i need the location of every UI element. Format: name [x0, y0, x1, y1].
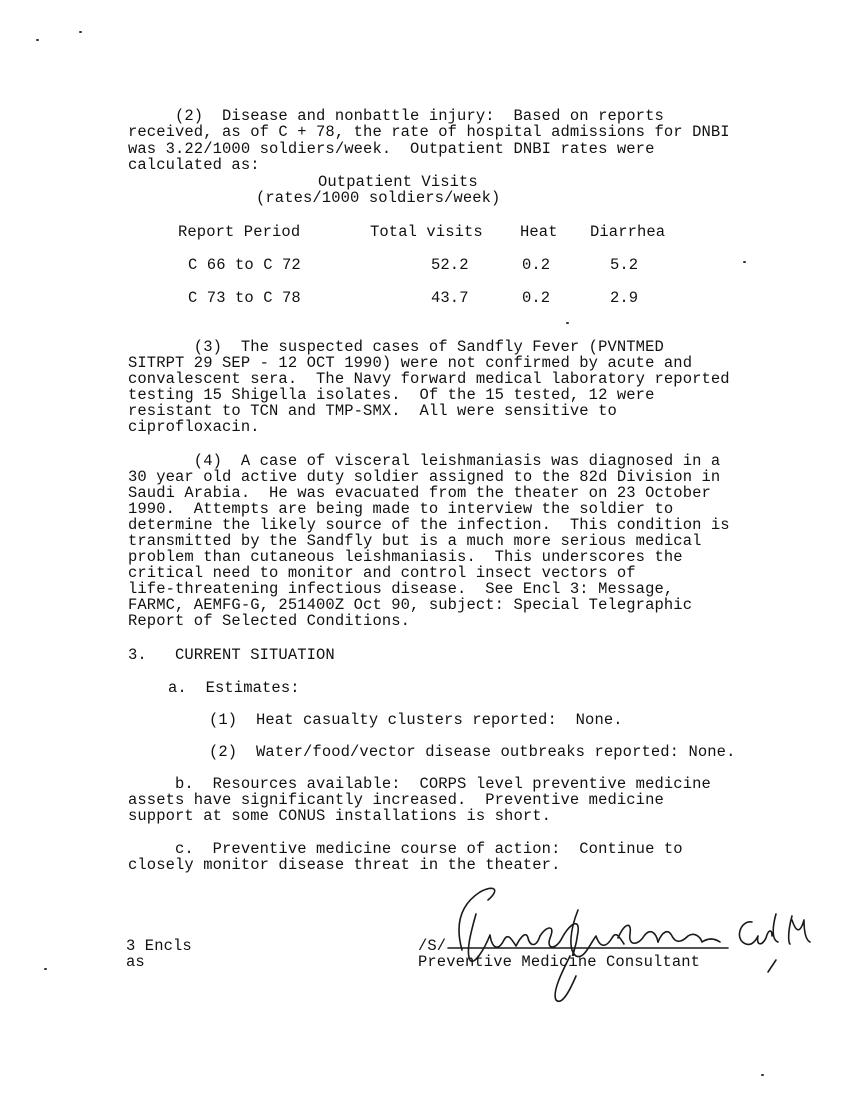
- estimate-item-2: (2) Water/food/vector disease outbreaks reported: None.: [209, 743, 736, 761]
- scan-speck: [79, 31, 82, 33]
- para4-line: life-threatening infectious disease. See Encl 3: Message,: [128, 580, 674, 598]
- table-cell-period: C 73 to C 78: [188, 289, 301, 307]
- table-cell-heat: 0.2: [522, 289, 551, 307]
- subsection-c-line: c. Preventive medicine course of action: Continue to: [128, 840, 683, 858]
- para2-line: (2) Disease and nonbattle injury: Based on reports: [128, 107, 664, 125]
- enclosures-as: as: [126, 953, 145, 971]
- table-header-diarrhea: Diarrhea: [590, 223, 666, 241]
- para3-line: ciprofloxacin.: [128, 418, 260, 436]
- table-cell-diarrhea: 2.9: [610, 289, 639, 307]
- subsection-a-heading: a. Estimates:: [168, 679, 300, 697]
- handwritten-signature: [400, 880, 840, 1010]
- para2-line: was 3.22/1000 soldiers/week. Outpatient DNBI rates were: [128, 140, 655, 158]
- para4-line: transmitted by the Sandfly but is a much more serious medical: [128, 532, 702, 550]
- table-header-heat: Heat: [520, 223, 558, 241]
- para4-line: 1990. Attempts are being made to interview the soldier to: [128, 500, 674, 518]
- enclosures-count: 3 Encls: [126, 937, 192, 955]
- para2-line: calculated as:: [128, 156, 260, 174]
- table-title: Outpatient Visits: [318, 173, 478, 191]
- para3-line: testing 15 Shigella isolates. Of the 15 tested, 12 were: [128, 386, 655, 404]
- scan-speck: [761, 1074, 764, 1076]
- para4-line: Saudi Arabia. He was evacuated from the theater on 23 October: [128, 484, 711, 502]
- signature-prefix: /S/: [418, 937, 447, 955]
- table-cell-total: 43.7: [431, 289, 469, 307]
- table-cell-total: 52.2: [431, 256, 469, 274]
- scan-speck: [36, 39, 39, 41]
- table-cell-diarrhea: 5.2: [610, 256, 639, 274]
- para3-line: SITRPT 29 SEP - 12 OCT 1990) were not confirmed by acute and: [128, 354, 693, 372]
- table-header-report-period: Report Period: [178, 223, 301, 241]
- para4-line: FARMC, AEMFG-G, 251400Z Oct 90, subject: Special Telegraphic: [128, 596, 693, 614]
- para4-line: Report of Selected Conditions.: [128, 612, 411, 630]
- subsection-c-line: closely monitor disease threat in the theater.: [128, 856, 561, 874]
- para4-line: critical need to monitor and control insect vectors of: [128, 564, 636, 582]
- para4-line: (4) A case of visceral leishmaniasis was diagnosed in a: [128, 452, 721, 470]
- subsection-b-line: b. Resources available: CORPS level preventive medicine: [128, 775, 711, 793]
- table-cell-heat: 0.2: [522, 256, 551, 274]
- para4-line: determine the likely source of the infection. This condition is: [128, 516, 730, 534]
- subsection-b-line: assets have significantly increased. Preventive medicine: [128, 791, 664, 809]
- para4-line: problem than cutaneous leishmaniasis. This underscores the: [128, 548, 683, 566]
- table-subtitle: (rates/1000 soldiers/week): [256, 189, 501, 207]
- section-heading: 3. CURRENT SITUATION: [128, 646, 335, 664]
- table-header-total-visits: Total visits: [370, 223, 483, 241]
- para3-line: resistant to TCN and TMP-SMX. All were sensitive to: [128, 402, 617, 420]
- para2-line: received, as of C + 78, the rate of hospital admissions for DNBI: [128, 123, 730, 141]
- subsection-b-line: support at some CONUS installations is short.: [128, 807, 552, 825]
- scan-speck: [44, 968, 47, 970]
- para4-line: 30 year old active duty soldier assigned to the 82d Division in: [128, 468, 721, 486]
- signature-title: Preventive Medicine Consultant: [418, 953, 701, 971]
- para3-line: (3) The suspected cases of Sandfly Fever (PVNTMED: [128, 338, 664, 356]
- para3-line: convalescent sera. The Navy forward medical laboratory reported: [128, 370, 730, 388]
- estimate-item-1: (1) Heat casualty clusters reported: None.: [209, 711, 623, 729]
- scan-speck: [743, 261, 746, 263]
- table-cell-period: C 66 to C 72: [188, 256, 301, 274]
- scan-speck: [566, 322, 569, 324]
